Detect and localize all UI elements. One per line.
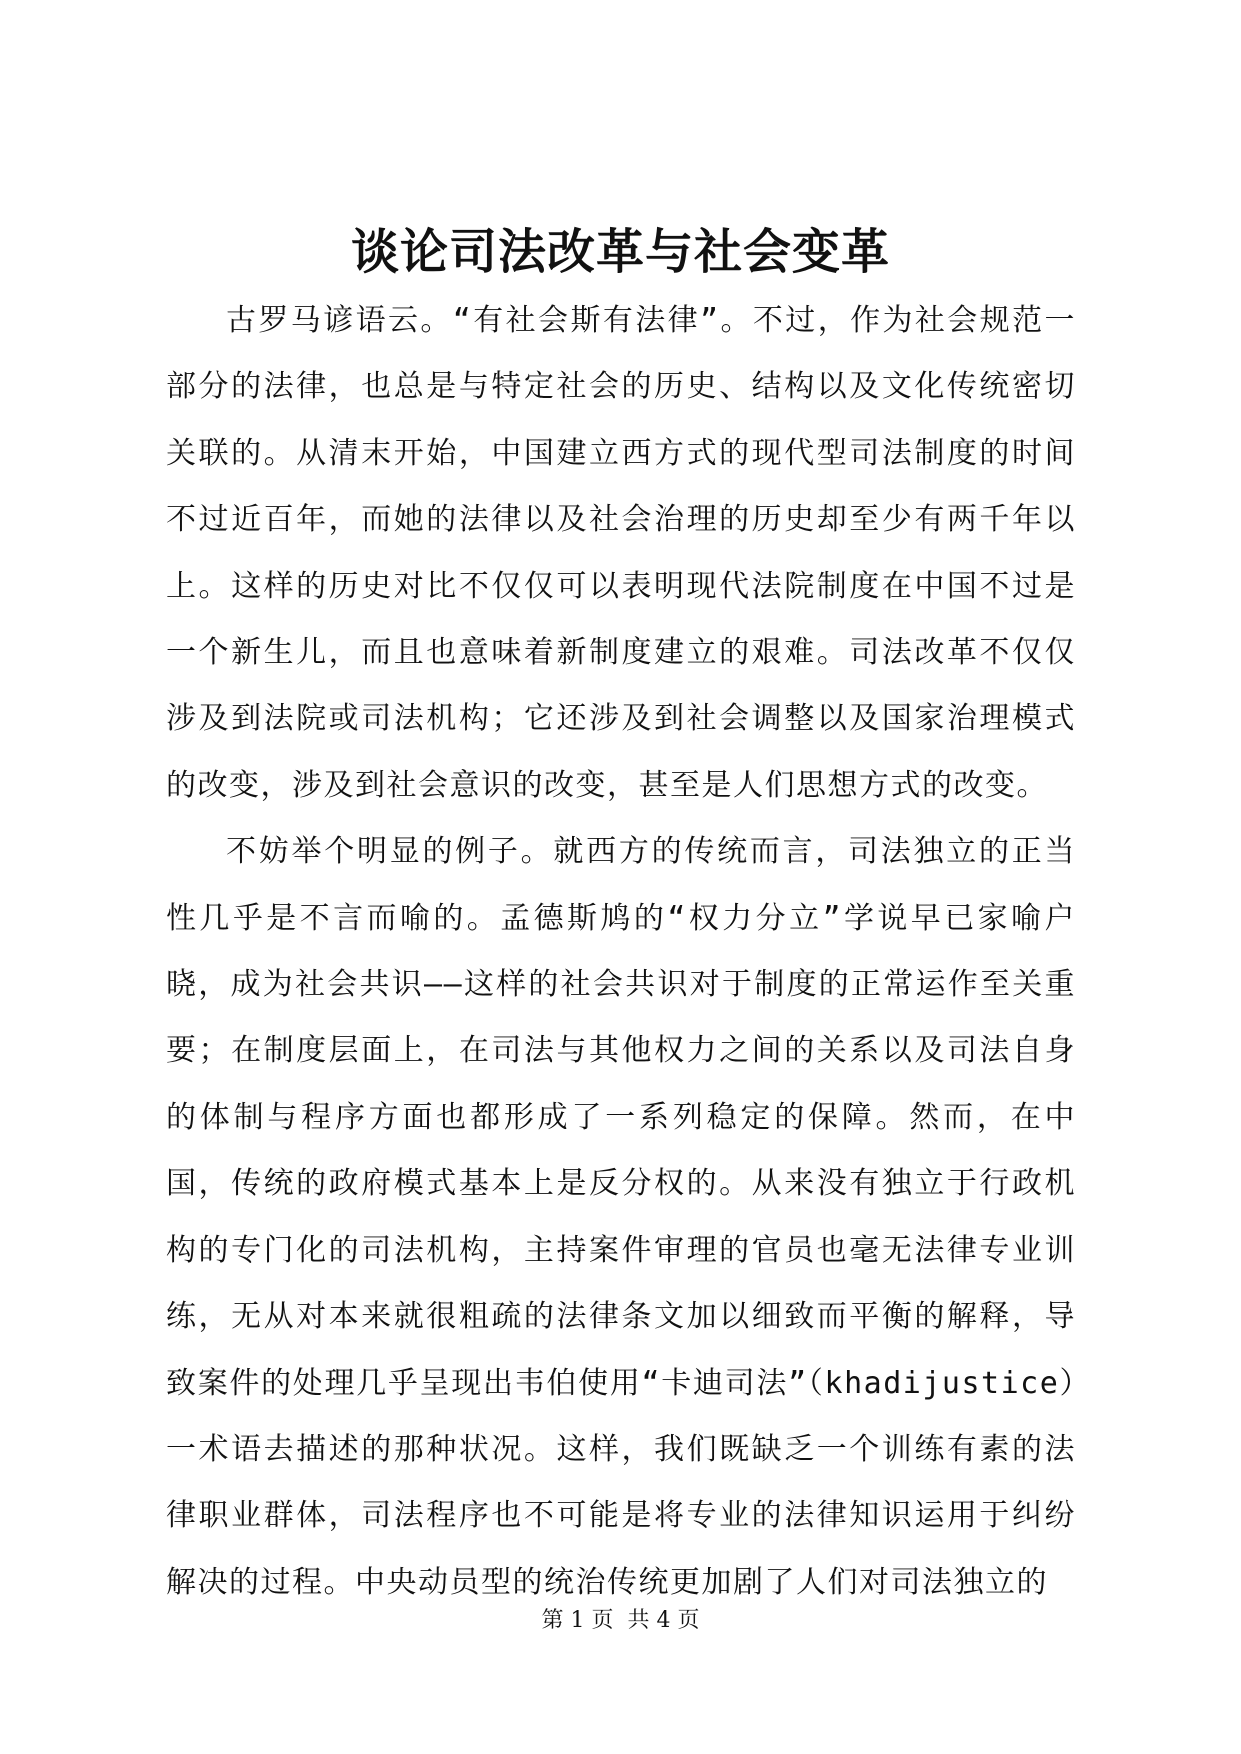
document-body bbox=[166, 288, 1076, 1616]
page-footer bbox=[0, 1606, 1241, 1636]
paragraph-1: 古罗马谚语云。“有社会斯有法律”。不过，作为社会规范一部分的法律，也总是与特定社会的历史、结构以及文化传统密切关联的。从清末开始，中国建立西方式的现代型司法制度的时间不过近百年，而她的法律以及社会治理的历史却至少有两千年以上。这样的历史对比不仅仅可以表明现代法院制度在中国不过是一个新生儿，而且也意味着新制度建立的艰难。司法改革不仅仅涉及到法院或司法机构；它还涉及到社会调整以及国家治理模式的改变，涉及到社会意识的改变，甚至是人们思想方式的改变。 bbox=[166, 303, 1076, 803]
document-title: 谈论司法改革与社会变革 bbox=[350, 224, 890, 280]
paragraph-2: 不妨举个明显的例子。就西方的传统而言，司法独立的正当性几乎是不言而喻的。孟德斯鸠的“权力分立”学说早已家喻户晓，成为社会共识——这样的社会共识对于制度的正常运作至关重要；在制度层面上，在司法与其他权力之间的关系以及司法自身的体制与程序方面也都形成了一系列稳定的保障。然而，在中国，传统的政府模式基本上是反分权的。从来没有独立于行政机构的专门化的司法机构，主持案件审理的官员也毫无法律专业训练，无从对本来就很粗疏的法律条文加以细致而平衡的解释，导致案件的处理几乎呈现出韦伯使用“卡迪司法”（khadijustice）一术语去描述的那种状况。这样，我们既缺乏一个训练有素的法律职业群体，司法程序也不可能是将专业的法律知识运用于纠纷解决的过程。中央动员型的统治传统更加剧了人们对司法独立的 bbox=[166, 834, 1076, 1600]
page-number-label: 第 1 页 共 4 页 bbox=[541, 1608, 700, 1633]
